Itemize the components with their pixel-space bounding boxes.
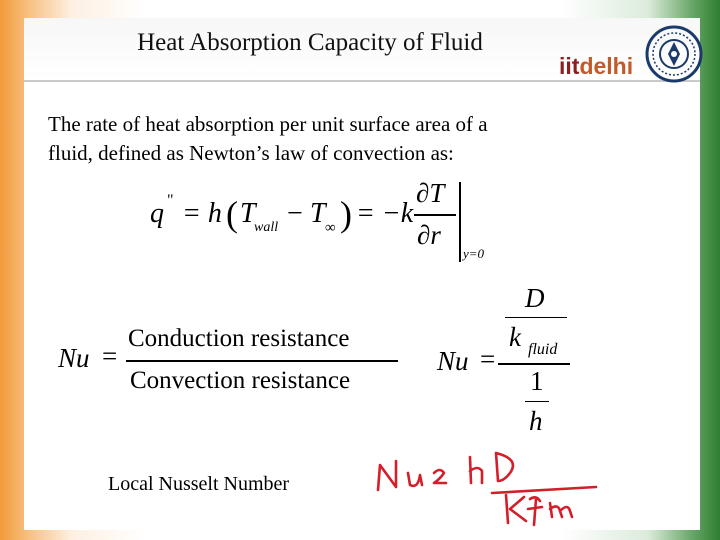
eq1-partial-denominator: ∂r [417,220,441,250]
body-line-1: The rate of heat absorption per unit surface area of a [48,112,488,136]
eq3-nu: Nu [437,346,469,376]
eq1-evaluation-bar [459,182,461,262]
eq1-infinity-subscript: ∞ [325,220,336,236]
eq1-equals-minus-k: = −k [356,198,414,229]
eq2-denominator: Convection resistance [130,367,351,394]
slide-title: Heat Absorption Capacity of Fluid [137,29,483,56]
handwritten-nusselt-annotation [370,445,610,530]
eq3-top-numerator: D [525,283,545,313]
eq3-bottom-numerator: 1 [530,366,544,396]
eq1-fraction-bar [414,214,456,216]
eq3-main-fraction-bar [498,363,570,365]
eq3-bottom-denominator: h [529,406,543,436]
iitdelhi-logo: iitdelhi [559,53,634,79]
eq1-q-superscript: " [167,192,174,209]
local-nusselt-caption: Local Nusselt Number [108,473,290,495]
eq2-equals: = [102,341,118,371]
eq3-bottom-fraction-bar [525,401,549,402]
eq2-fraction-bar [126,360,398,362]
eq1-equals-h: = h [182,198,222,229]
eq1-paren-close: ) [340,194,352,234]
eq1-q: q [150,198,164,229]
body-text [48,110,588,168]
eq3-equals: = [480,344,496,374]
iit-emblem-icon [644,24,704,84]
eq1-t-wall: T [240,198,256,229]
eq1-evaluation-subscript: y=0 [463,246,485,261]
eq1-paren-open: ( [226,194,238,234]
eq1-t-inf: T [310,198,326,229]
eq1-minus: − [287,198,303,229]
eq1-partial-numerator: ∂T [416,178,445,208]
eq2-numerator: Conduction resistance [128,325,350,352]
eq1-wall-subscript: wall [254,220,279,235]
eq3-fluid-subscript: fluid [528,341,558,358]
body-line-2: fluid, defined as Newton’s law of convection as: [48,141,454,165]
eq3-top-denominator: k [509,322,521,352]
eq3-top-fraction-bar [505,317,567,318]
eq2-nu: Nu [58,343,90,373]
